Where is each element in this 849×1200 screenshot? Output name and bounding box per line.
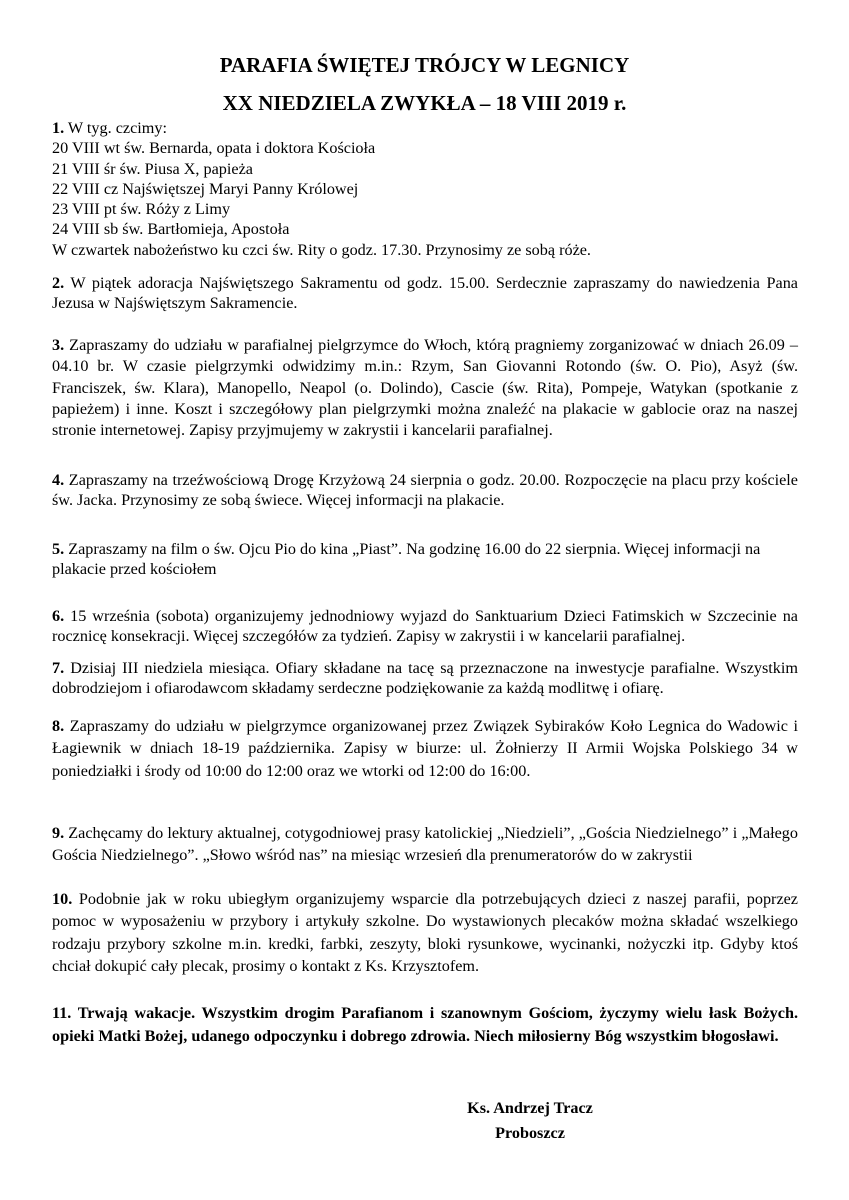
announcement-text: Zapraszamy do udziału w pielgrzymce organizowanej przez Związek Sybiraków Koło Legnica do Wadowic i Łagiewnik w dniach 18-19 października. Zapisy w biurze: ul. Żołnierzy II Armii Wojska Polskiego 34 w poniedziałki i środy od 10:00 do 12:00 oraz we wtorki od 12:00 do 16:00. [52, 717, 798, 780]
announcement-number: 6. [52, 607, 65, 625]
announcement-text: Podobnie jak w roku ubiegłym organizujemy wsparcie dla potrzebujących dzieci z naszej parafii, poprzez pomoc w wyposażeniu w przybory i artykuły szkolne. Do wystawionych plecaków można składać wszelkiego rodzaju przybory szkolne m.in. kredki, farbki, zeszyty, bloki rysunkowe, wycinanki, nożyczki itp. Gdyby ktoś chciał dokupić cały plecak, prosimy o kontakt z Ks. Krzysztofem. [52, 890, 798, 975]
feast-day-line: 22 VIII cz Najświętszej Maryi Panny Królowej [52, 179, 359, 198]
announcement-number: 10. [52, 890, 73, 908]
announcement-number: 11. [52, 1004, 72, 1022]
signature-block [380, 1096, 680, 1146]
announcement-5 [52, 539, 798, 580]
announcement-number: 9. [52, 824, 65, 842]
announcement-3 [52, 335, 798, 441]
announcement-6 [52, 606, 798, 647]
feast-day-line: 21 VIII śr św. Piusa X, papieża [52, 159, 253, 178]
page-subtitle: XX NIEDZIELA ZWYKŁA – 18 VIII 2019 r. [222, 91, 627, 115]
announcement-number: 8. [52, 717, 65, 735]
page-title: PARAFIA ŚWIĘTEJ TRÓJCY W LEGNICY [219, 53, 630, 77]
announcement-text: Zapraszamy na trzeźwościową Drogę Krzyżową 24 sierpnia o godz. 20.00. Rozpoczęcie na placu przy kościele św. Jacka. Przynosimy ze sobą świece. Więcej informacji na plakacie. [52, 471, 798, 510]
feast-day-line: 23 VIII pt św. Róży z Limy [52, 200, 231, 219]
signature-name: Ks. Andrzej Tracz [467, 1099, 593, 1117]
announcement-number: 7. [52, 659, 65, 677]
feast-day-line: 24 VIII sb św. Bartłomieja, Apostoła [52, 220, 290, 239]
announcement-text: W piątek adoracja Najświętszego Sakramentu od godz. 15.00. Serdecznie zapraszamy do nawiedzenia Pana Jezusa w Najświętszym Sakramencie. [52, 274, 798, 313]
announcement-7 [52, 658, 798, 699]
feast-day-line: 20 VIII wt św. Bernarda, opata i doktora Kościoła [52, 139, 376, 158]
announcement-text: Trwają wakacje. Wszystkim drogim Parafianom i szanownym Gościom, życzymy wielu łask Bożych. opieki Matki Bożej, udanego odpoczynku i dobrego zdrowia. Niech miłosierny Bóg wszystkim błogosławi. [52, 1004, 798, 1046]
announcement-text: Zapraszamy do udziału w parafialnej pielgrzymce do Włoch, którą pragniemy zorganizować w dniach 26.09 – 04.10 br. W czasie pielgrzymki odwidzimy m.in.: Rzym, San Giovanni Rotondo (św. O. Pio), Asyż (św. Franciszek, św. Klara), Manopello, Neapol (o. Dolindo), Cascie (św. Rita), Pompeje, Watykan (spotkanie z papieżem) i inne. Koszt i szczegółowy plan pielgrzymki można znaleźć na plakacie w gablocie oraz na naszej stronie internetowej. Zapisy przyjmujemy w zakrystii i kancelarii parafialnej. [52, 336, 798, 440]
announcement-number: 2. [52, 274, 65, 292]
announcement-number: 3. [52, 336, 65, 354]
announcement-1-heading [52, 118, 798, 138]
announcement-text: Dzisiaj III niedziela miesiąca. Ofiary składane na tacę są przeznaczone na inwestycje parafialne. Wszystkim dobrodziejom i ofiarodawcom składamy serdeczne podziękowanie za każdą modlitwę i ofiarę. [52, 659, 798, 698]
announcement-8 [52, 715, 798, 782]
announcement-text: Zachęcamy do lektury aktualnej, cotygodniowej prasy katolickiej „Niedzieli”, „Gościa Niedzielnego” i „Małego Gościa Niedzielnego”. „Słowo wśród nas” na miesiąc wrzesień dla prenumeratorów do w zakrystii [52, 824, 798, 865]
signature-role: Proboszcz [495, 1124, 565, 1142]
announcement-text: 15 września (sobota) organizujemy jednodniowy wyjazd do Sanktuarium Dzieci Fatimskich w Szczecinie na rocznicę konsekracji. Więcej szczegółów za tydzień. Zapisy w zakrystii i w kancelarii parafialnej. [52, 607, 798, 646]
announcement-number: 5. [52, 540, 65, 558]
announcement-1-intro: W tyg. czcimy: [64, 119, 167, 137]
announcement-2 [52, 273, 798, 314]
announcement-number: 4. [52, 471, 65, 489]
announcement-9 [52, 822, 798, 867]
announcement-text: Zapraszamy na film o św. Ojcu Pio do kina „Piast”. Na godzinę 16.00 do 22 sierpnia. Więcej informacji na plakacie przed kościołem [52, 540, 761, 579]
announcement-4 [52, 470, 798, 511]
announcement-1 [52, 118, 798, 260]
announcement-11 [52, 1002, 798, 1049]
announcement-10 [52, 888, 798, 977]
rita-service-line: W czwartek nabożeństwo ku czci św. Rity o godz. 17.30. Przynosimy ze sobą róże. [52, 240, 591, 259]
announcement-number: 1. [52, 119, 65, 137]
